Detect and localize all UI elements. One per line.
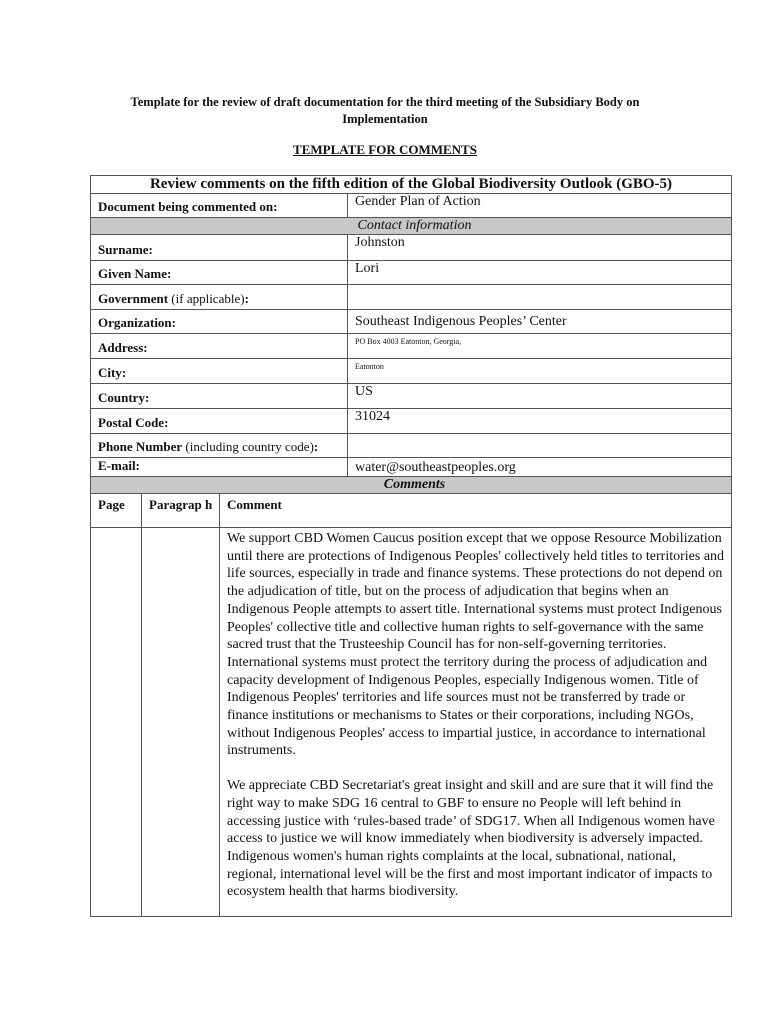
country-label: Country: [91,384,348,409]
government-label-colon: : [244,291,249,306]
page-cell[interactable] [91,528,142,917]
email-label: E-mail: [91,458,348,477]
paragraph-cell[interactable] [142,528,220,917]
address-field[interactable]: PO Box 4003 Eatonton, Georgia, [348,334,732,359]
phone-number-field[interactable] [348,434,732,458]
document-field[interactable]: Gender Plan of Action [348,194,732,218]
organization-field[interactable]: Southeast Indigenous Peoples’ Center [348,310,732,334]
government-field[interactable] [348,285,732,310]
email-field[interactable]: water@southeastpeoples.org [348,458,732,477]
city-label: City: [91,359,348,384]
address-label: Address: [91,334,348,359]
phone-number-label [91,434,348,458]
document-title-line-2: Implementation [342,112,428,126]
postal-code-field[interactable]: 31024 [348,409,732,434]
comment-cell[interactable] [220,528,732,917]
comment-column-header: Comment [220,494,732,528]
paragraph-column-header: Paragrap h [142,494,220,528]
surname-label: Surname: [91,235,348,261]
comments-header: Comments [91,477,732,494]
comment-paragraph-2: We appreciate CBD Secretariat's great insight and skill and are sure that it will find the right way to make SDG 16 central to GBF to ensure no People will left behind in accessing justice with ‘rules-based trade’ of SDG17. When all Indigenous women have access to justice we will know immediately when biodiversity is adversely impacted. Indigenous women's human rights complaints at the local, subnational, national, regional, international level will be the first and most important indicator of impacts to ecosystem health that harms biodiversity. [227,778,715,900]
document-title-line-1: Template for the review of draft documentation for the third meeting of the Subsidiary Body on [130,95,640,109]
postal-code-label: Postal Code: [91,409,348,434]
phone-number-label-text: Phone Number [98,439,183,454]
organization-label: Organization: [91,310,348,334]
phone-number-label-colon: : [313,439,319,454]
form-heading: Review comments on the fifth edition of the Global Biodiversity Outlook (GBO-5) [91,176,732,194]
government-label-text: Government [98,291,169,306]
page-column-header: Page [91,494,142,528]
government-label [91,285,348,310]
government-label-note: (if applicable) [168,291,245,306]
surname-field[interactable]: Johnston [348,235,732,261]
contact-information-header: Contact information [91,218,732,235]
city-field[interactable]: Eatonton [348,359,732,384]
document-title [90,94,680,128]
comment-form-table [90,175,732,917]
document-label: Document being commented on: [91,194,348,218]
phone-number-label-note: (including country code) [182,439,314,454]
comment-paragraph-1: We support CBD Women Caucus position except that we oppose Resource Mobilization until there are protections of Indigenous Peoples' collectively held titles to territories and life sources, especially in trade and finance systems. These protections do not depend on the adjudication of title, but on the process of adjudication that begins when an Indigenous People attempts to assert title. International systems must protect Indigenous Peoples' collective title and collective human rights to self-governance with the same sacred trust that the Trusteeship Council has for non-self-governing territories. International systems must protect the territory during the process of adjudication and capacity development of Indigenous Peoples, especially Indigenous women. Title of Indigenous Peoples' territories and life sources must not be transferred by trade or finance institutions or mechanisms to States or their corporations, including NGOs, without Indigenous Peoples' access to impartial justice, in accordance to international instruments. [227,531,725,759]
country-field[interactable]: US [348,384,732,409]
given-name-label: Given Name: [91,261,348,285]
template-subtitle: TEMPLATE FOR COMMENTS [293,142,477,157]
given-name-field[interactable]: Lori [348,261,732,285]
